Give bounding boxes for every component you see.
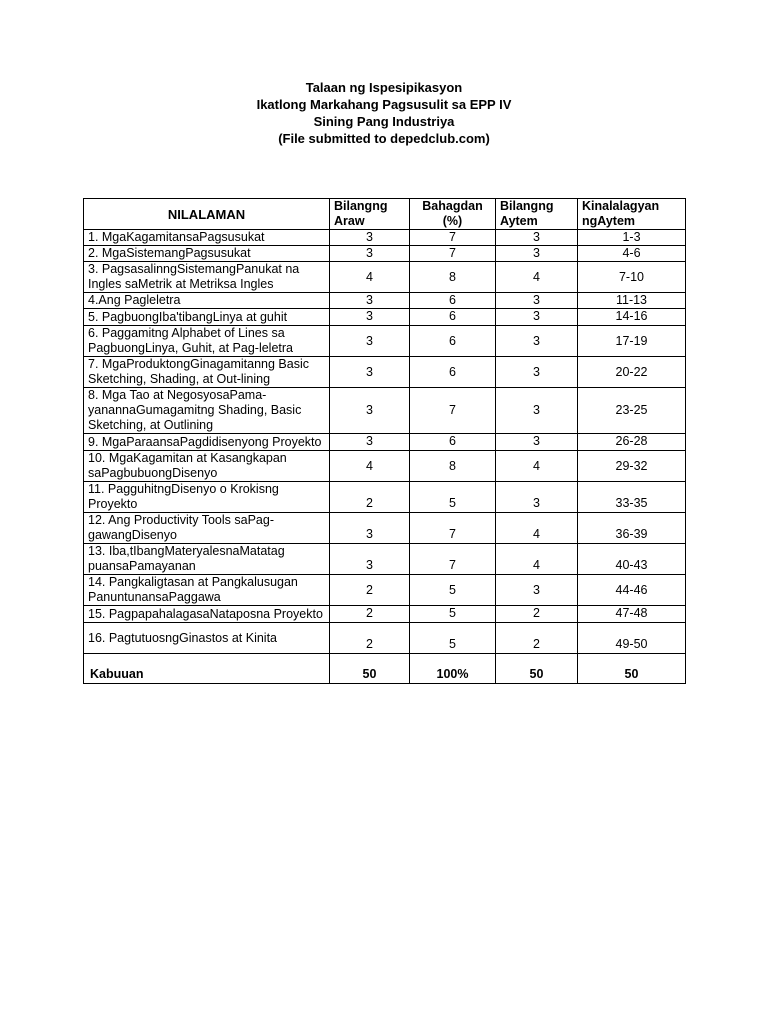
- row-aytem: 4: [496, 544, 578, 575]
- row-topic: 10. MgaKagamitan at Kasangkapan saPagbubuongDisenyo: [84, 451, 330, 482]
- row-bahagdan: 6: [410, 309, 496, 326]
- row-araw: 3: [330, 293, 410, 309]
- table-row: [84, 309, 686, 326]
- table-row: [84, 230, 686, 246]
- row-aytem: 3: [496, 309, 578, 326]
- row-kinalalagyan: 33-35: [578, 482, 686, 513]
- row-topic: 7. MgaProduktongGinagamitanng Basic Sketching, Shading, at Out-lining: [84, 357, 330, 388]
- row-topic: 4.Ang Pagleletra: [84, 293, 330, 309]
- header-bilang-araw-line1: Bilangng: [334, 199, 388, 213]
- row-aytem: 2: [496, 606, 578, 623]
- specification-table: [83, 198, 686, 684]
- header-bahagdan-line2: (%): [442, 214, 463, 228]
- table-row: [84, 246, 686, 262]
- row-aytem: 3: [496, 575, 578, 606]
- row-aytem: 3: [496, 246, 578, 262]
- header-kinalalagyan-line1: Kinalalagyan: [582, 199, 660, 213]
- row-topic: 5. PagbuongIba'tibangLinya at guhit: [84, 309, 330, 326]
- header-bilang-aytem: [496, 199, 578, 230]
- row-topic: 8. Mga Tao at NegosyosaPama-yanannaGumagamitng Shading, Basic Sketching, at Outlining: [84, 388, 330, 434]
- table-row: [84, 388, 686, 434]
- row-bahagdan: 7: [410, 388, 496, 434]
- row-araw: 3: [330, 326, 410, 357]
- row-aytem: 3: [496, 293, 578, 309]
- row-aytem: 3: [496, 357, 578, 388]
- table-row: [84, 262, 686, 293]
- header-bahagdan: [410, 199, 496, 230]
- header-bahagdan-line1: Bahagdan: [422, 199, 483, 213]
- table-row: [84, 606, 686, 623]
- row-aytem: 3: [496, 482, 578, 513]
- row-kinalalagyan: 29-32: [578, 451, 686, 482]
- table-row: [84, 544, 686, 575]
- row-bahagdan: 6: [410, 293, 496, 309]
- row-aytem: 4: [496, 262, 578, 293]
- row-bahagdan: 5: [410, 606, 496, 623]
- row-kinalalagyan: 49-50: [578, 623, 686, 654]
- row-araw: 3: [330, 513, 410, 544]
- row-bahagdan: 5: [410, 623, 496, 654]
- row-araw: 3: [330, 434, 410, 451]
- row-aytem: 2: [496, 623, 578, 654]
- row-bahagdan: 6: [410, 434, 496, 451]
- row-araw: 3: [330, 230, 410, 246]
- document-heading: [0, 79, 768, 147]
- header-bilang-aytem-line2: Aytem: [500, 214, 538, 228]
- heading-subject: Sining Pang Industriya: [313, 114, 455, 129]
- table-row: [84, 623, 686, 654]
- table-header-row: [84, 199, 686, 230]
- total-araw: 50: [330, 654, 410, 684]
- row-bahagdan: 5: [410, 575, 496, 606]
- row-araw: 3: [330, 357, 410, 388]
- row-kinalalagyan: 14-16: [578, 309, 686, 326]
- row-araw: 2: [330, 482, 410, 513]
- row-kinalalagyan: 26-28: [578, 434, 686, 451]
- row-topic: 11. PagguhitngDisenyo o Krokisng Proyekto: [84, 482, 330, 513]
- row-araw: 2: [330, 575, 410, 606]
- heading-source-note: (File submitted to depedclub.com): [278, 131, 490, 146]
- table-row: [84, 575, 686, 606]
- total-kinalalagyan: 50: [578, 654, 686, 684]
- row-topic: 2. MgaSistemangPagsusukat: [84, 246, 330, 262]
- row-aytem: 4: [496, 451, 578, 482]
- row-kinalalagyan: 44-46: [578, 575, 686, 606]
- row-kinalalagyan: 7-10: [578, 262, 686, 293]
- row-topic: 6. Paggamitng Alphabet of Lines sa PagbuongLinya, Guhit, at Pag-leletra: [84, 326, 330, 357]
- row-bahagdan: 7: [410, 230, 496, 246]
- row-topic: 1. MgaKagamitansaPagsusukat: [84, 230, 330, 246]
- table-row: [84, 513, 686, 544]
- row-kinalalagyan: 17-19: [578, 326, 686, 357]
- row-bahagdan: 7: [410, 513, 496, 544]
- table-row: [84, 357, 686, 388]
- total-aytem: 50: [496, 654, 578, 684]
- row-bahagdan: 8: [410, 262, 496, 293]
- row-topic: 3. PagsasalinngSistemangPanukat na Ingles saMetrik at Metriksa Ingles: [84, 262, 330, 293]
- table-row: [84, 482, 686, 513]
- row-bahagdan: 8: [410, 451, 496, 482]
- row-araw: 4: [330, 262, 410, 293]
- row-aytem: 3: [496, 230, 578, 246]
- row-araw: 3: [330, 388, 410, 434]
- table-row: [84, 326, 686, 357]
- row-kinalalagyan: 23-25: [578, 388, 686, 434]
- row-kinalalagyan: 1-3: [578, 230, 686, 246]
- row-araw: 2: [330, 606, 410, 623]
- row-topic: 12. Ang Productivity Tools saPag-gawangDisenyo: [84, 513, 330, 544]
- row-bahagdan: 7: [410, 544, 496, 575]
- row-topic: 13. Iba,tIbangMateryalesnaMatatag puansaPamayanan: [84, 544, 330, 575]
- row-aytem: 3: [496, 326, 578, 357]
- row-araw: 4: [330, 451, 410, 482]
- row-topic: 9. MgaParaansaPagdidisenyong Proyekto: [84, 434, 330, 451]
- total-label: Kabuuan: [84, 654, 330, 684]
- row-topic: 16. PagtutuosngGinastos at Kinita: [84, 623, 330, 654]
- row-kinalalagyan: 20-22: [578, 357, 686, 388]
- table-row: [84, 451, 686, 482]
- row-araw: 3: [330, 309, 410, 326]
- row-topic: 15. PagpapahalagasaNataposna Proyekto: [84, 606, 330, 623]
- row-araw: 3: [330, 544, 410, 575]
- header-bilang-aytem-line1: Bilangng: [500, 199, 554, 213]
- table-row: [84, 434, 686, 451]
- heading-title: Talaan ng Ispesipikasyon: [305, 80, 463, 95]
- row-kinalalagyan: 4-6: [578, 246, 686, 262]
- header-bilang-araw: [330, 199, 410, 230]
- total-row: [84, 654, 686, 684]
- row-araw: 2: [330, 623, 410, 654]
- row-aytem: 3: [496, 388, 578, 434]
- total-bahagdan: 100%: [410, 654, 496, 684]
- row-kinalalagyan: 36-39: [578, 513, 686, 544]
- row-bahagdan: 7: [410, 246, 496, 262]
- header-bilang-araw-line2: Araw: [334, 214, 365, 228]
- row-bahagdan: 5: [410, 482, 496, 513]
- row-topic: 14. Pangkaligtasan at Pangkalusugan PanuntunansaPaggawa: [84, 575, 330, 606]
- row-araw: 3: [330, 246, 410, 262]
- row-kinalalagyan: 11-13: [578, 293, 686, 309]
- row-bahagdan: 6: [410, 357, 496, 388]
- table-row: [84, 293, 686, 309]
- row-kinalalagyan: 40-43: [578, 544, 686, 575]
- heading-subtitle: Ikatlong Markahang Pagsusulit sa EPP IV: [256, 97, 512, 112]
- row-bahagdan: 6: [410, 326, 496, 357]
- header-kinalalagyan: [578, 199, 686, 230]
- header-nilalaman: NILALAMAN: [84, 199, 330, 230]
- header-kinalalagyan-line2: ngAytem: [582, 214, 636, 228]
- row-kinalalagyan: 47-48: [578, 606, 686, 623]
- row-aytem: 3: [496, 434, 578, 451]
- row-aytem: 4: [496, 513, 578, 544]
